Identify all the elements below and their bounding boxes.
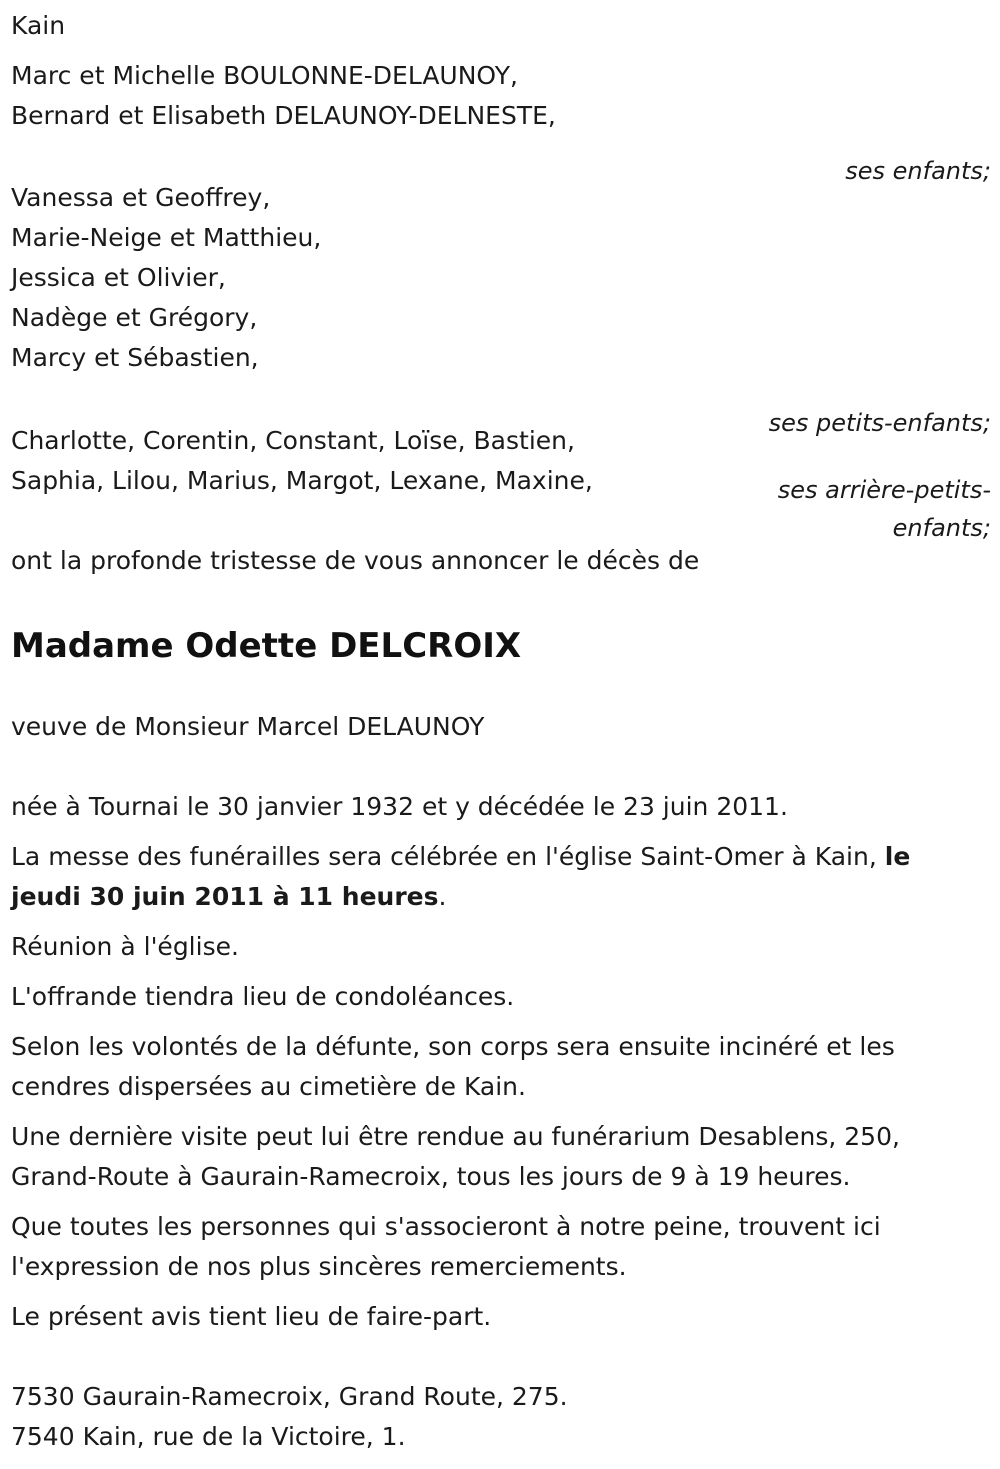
great-grandchild-names: Saphia, Lilou, Marius, Margot, Lexane, Maxine, — [11, 466, 593, 495]
child-name: Bernard et Elisabeth DELAUNOY-DELNESTE, — [11, 101, 556, 130]
child-name: Marc et Michelle BOULONNE-DELAUNOY, — [11, 61, 518, 90]
great-grandchild-names: Charlotte, Corentin, Constant, Loïse, Bastien, — [11, 426, 575, 455]
funeral-end: . — [438, 882, 447, 911]
location-header: Kain — [11, 11, 66, 40]
meeting-info: Réunion à l'église. — [11, 932, 239, 961]
grandchild-name: Marcy et Sébastien, — [11, 343, 259, 372]
grandchildren-role: ses petits-enfants; — [768, 409, 991, 437]
funeral-date-time: le jeudi 30 juin 2011 à 11 heures — [11, 842, 911, 911]
great-grandchildren-role-line2: enfants; — [892, 514, 991, 542]
thanks-text: Que toutes les personnes qui s'associeront à notre peine, trouvent ici l'expression de nos plus sincères remerciements. — [11, 1212, 881, 1281]
great-grandchildren-role-line1: ses arrière-petits- — [777, 476, 991, 504]
funeral-text: La messe des funérailles sera célébrée en l'église Saint-Omer à Kain, — [11, 842, 885, 871]
grandchild-name: Jessica et Olivier, — [11, 263, 226, 292]
offering-info: L'offrande tiendra lieu de condoléances. — [11, 982, 515, 1011]
children-role: ses enfants; — [845, 157, 991, 185]
grandchildren-section — [11, 178, 991, 437]
obituary-notice — [11, 6, 991, 1457]
addresses — [11, 1377, 991, 1457]
funeral-info — [11, 837, 971, 917]
address-line: 7540 Kain, rue de la Victoire, 1. — [11, 1422, 406, 1451]
birth-death-dates: née à Tournai le 30 janvier 1932 et y décédée le 23 juin 2011. — [11, 792, 788, 821]
grandchild-name: Marie-Neige et Matthieu, — [11, 223, 322, 252]
address-line: 7530 Gaurain-Ramecroix, Grand Route, 275. — [11, 1382, 568, 1411]
cremation-info: Selon les volontés de la défunte, son corps sera ensuite incinéré et les cendres dispersées au cimetière de Kain. — [11, 1032, 895, 1101]
announcement-text: ont la profonde tristesse de vous annoncer le décès de — [11, 546, 700, 575]
grandchild-name: Vanessa et Geoffrey, — [11, 183, 271, 212]
grandchild-name: Nadège et Grégory, — [11, 303, 258, 332]
great-grandchildren-section — [11, 421, 991, 542]
visit-info: Une dernière visite peut lui être rendue au funérarium Desablens, 250, Grand-Route à Gaurain-Ramecroix, tous les jours de 9 à 19 heures. — [11, 1122, 900, 1191]
widow-of: veuve de Monsieur Marcel DELAUNOY — [11, 712, 485, 741]
children-section — [11, 56, 991, 185]
notice-text: Le présent avis tient lieu de faire-part. — [11, 1302, 492, 1331]
deceased-name: Madame Odette DELCROIX — [11, 626, 522, 666]
